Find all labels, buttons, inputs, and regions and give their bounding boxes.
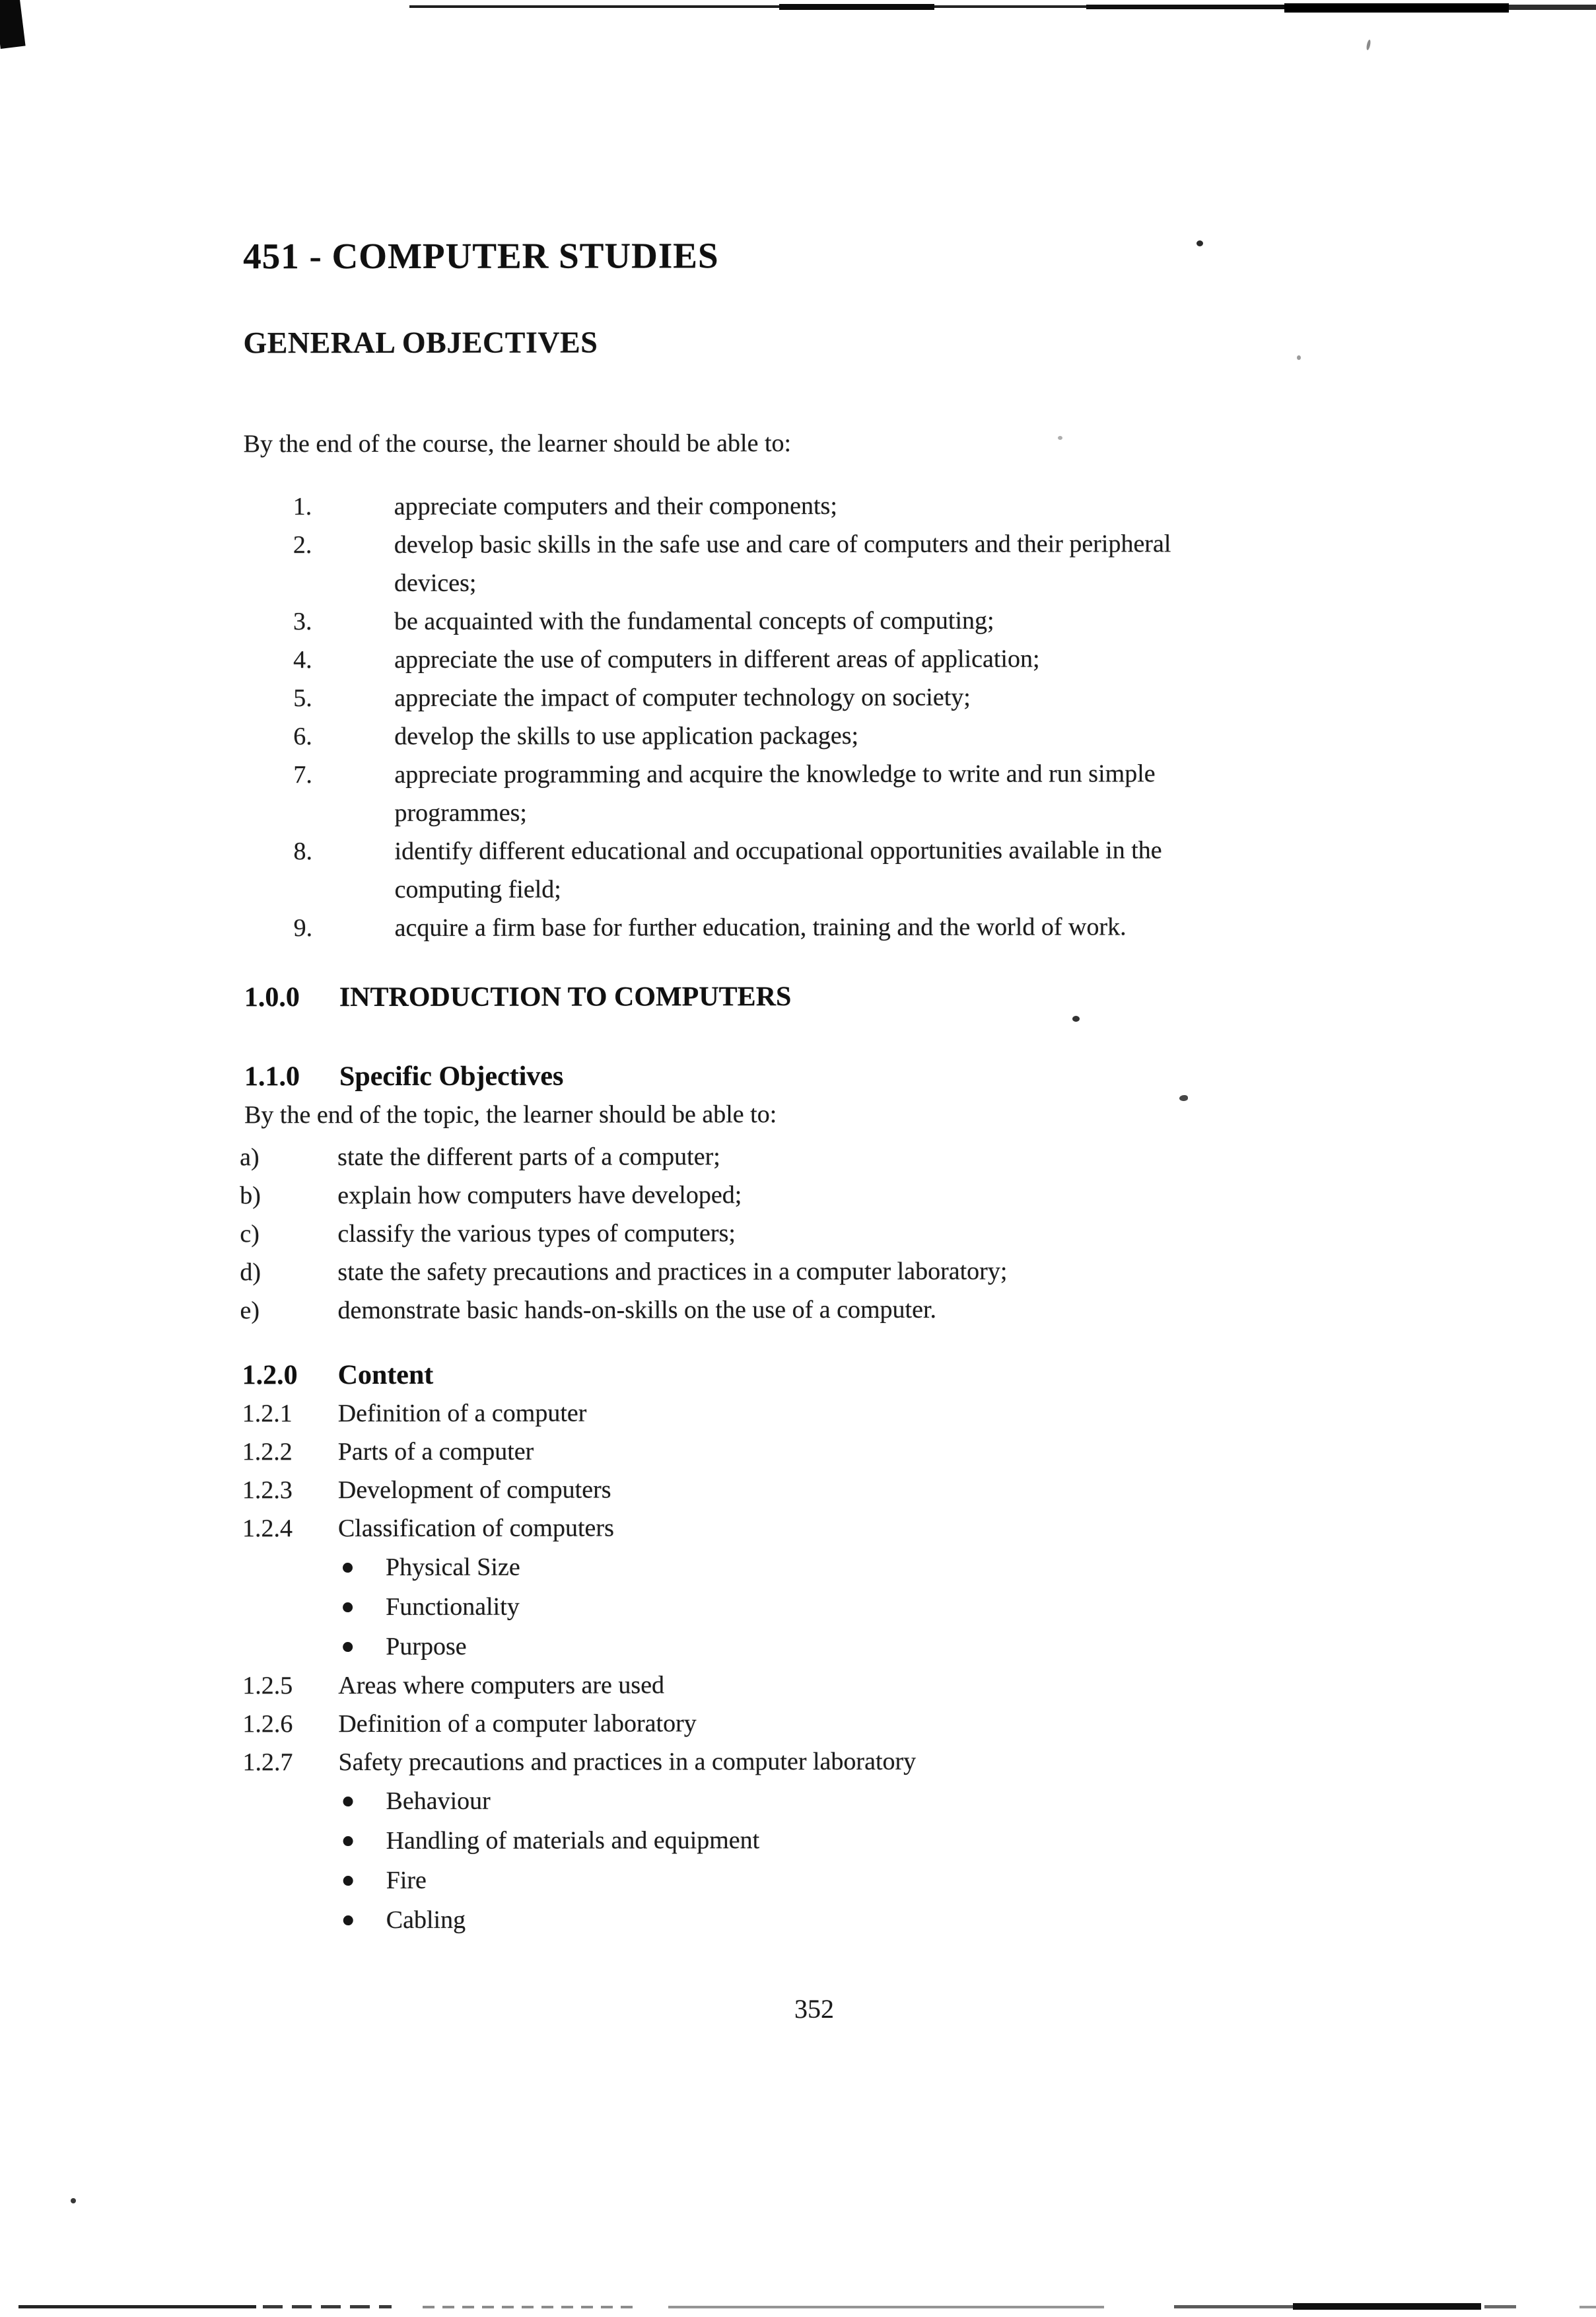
- content-topic-text: Definition of a computer: [337, 1399, 587, 1428]
- list-item: [244, 831, 1447, 909]
- list-item-letter: b): [240, 1182, 261, 1210]
- content-topic-text: Parts of a computer: [337, 1437, 534, 1466]
- content-topic-number: 1.2.1: [242, 1400, 293, 1428]
- list-item-text: develop the skills to use application packages;: [394, 721, 859, 750]
- list-item: [244, 601, 1447, 641]
- general-objectives-list: [244, 486, 1447, 948]
- list-item: [240, 1290, 1447, 1330]
- scan-bottom-edge-line: [1293, 2303, 1481, 2310]
- list-item: [244, 716, 1447, 756]
- content-topic-row: [242, 1508, 1448, 1548]
- bullet-text: Physical Size: [385, 1553, 520, 1581]
- list-item-text: demonstrate basic hands-on-skills on the use of a computer.: [337, 1295, 937, 1325]
- scan-top-edge-line: [409, 5, 779, 8]
- bullet-icon: [343, 1797, 353, 1806]
- scan-top-edge-line: [934, 5, 1086, 8]
- general-objectives-heading: GENERAL OBJECTIVES: [243, 325, 598, 360]
- list-item-letter: e): [240, 1297, 260, 1325]
- content-topic-text: Classification of computers: [337, 1514, 614, 1543]
- list-item-letter: c): [240, 1220, 260, 1248]
- list-item-text: develop basic skills in the safe use and care of computers and their peripheral devices;: [394, 530, 1171, 597]
- content-topic-text: Areas where computers are used: [338, 1671, 665, 1700]
- scan-bottom-edge-line: [1579, 2306, 1596, 2308]
- content-topic-number: 1.2.5: [242, 1672, 293, 1700]
- bullet-item: [246, 1820, 1449, 1861]
- content-topics-list: [242, 1393, 1449, 1941]
- list-item: [240, 1252, 1447, 1292]
- list-item-text: appreciate the use of computers in different areas of application;: [394, 645, 1040, 674]
- content-topic-row: [242, 1665, 1448, 1705]
- list-item-text: explain how computers have developed;: [337, 1181, 742, 1210]
- content-topic-number: 1.2.6: [242, 1710, 293, 1738]
- content-topic: [242, 1393, 1448, 1433]
- bullet-text: Behaviour: [386, 1787, 491, 1815]
- bullet-icon: [343, 1876, 353, 1886]
- list-item-text: classify the various types of computers;: [337, 1219, 736, 1248]
- bullet-icon: [343, 1836, 353, 1846]
- subsection-number: 1.1.0: [244, 1061, 300, 1092]
- content-topic: [242, 1508, 1448, 1667]
- list-item: [244, 639, 1447, 680]
- list-item-number: 1.: [293, 493, 312, 521]
- scan-speck: [71, 2198, 76, 2203]
- list-item: [240, 1213, 1447, 1254]
- bullet-text: Purpose: [386, 1632, 467, 1660]
- subsection-heading-content: [242, 1355, 1448, 1395]
- list-item-text: state the safety precautions and practices in a computer laboratory;: [337, 1257, 1008, 1287]
- list-item-number: 6.: [293, 723, 312, 751]
- list-item-text: be acquainted with the fundamental concepts of computing;: [394, 606, 994, 635]
- list-item: [244, 486, 1447, 526]
- list-item: [240, 1175, 1447, 1215]
- list-item-number: 8.: [293, 838, 313, 866]
- scan-bottom-edge-line: [18, 2305, 256, 2308]
- content-topic-bullets: [245, 1780, 1448, 1941]
- bullet-text: Fire: [386, 1866, 427, 1894]
- scan-top-edge-line: [1509, 5, 1596, 10]
- content-topic: [242, 1742, 1448, 1941]
- list-item-number: 7.: [293, 761, 312, 789]
- list-item-text: appreciate programming and acquire the knowledge to write and run simple programmes;: [394, 760, 1156, 827]
- subsection-number: 1.2.0: [242, 1360, 298, 1391]
- list-item: [244, 754, 1447, 833]
- content-topic-number: 1.2.2: [242, 1438, 293, 1466]
- list-item: [240, 1137, 1447, 1177]
- content-topic: [242, 1431, 1448, 1472]
- document-body: [240, 232, 1449, 1941]
- content-topic-bullets: [245, 1546, 1448, 1667]
- bullet-text: Handling of materials and equipment: [386, 1826, 760, 1855]
- list-item-number: 3.: [293, 608, 312, 636]
- section-heading-introduction-to-computers: [244, 977, 1447, 1017]
- scan-bottom-edge-line: [263, 2305, 392, 2308]
- list-item-letter: d): [240, 1258, 261, 1287]
- content-topic-number: 1.2.3: [242, 1476, 293, 1505]
- scan-corner-mark: [0, 0, 26, 49]
- bullet-icon: [343, 1602, 353, 1612]
- list-item: [244, 678, 1447, 718]
- content-topic: [242, 1703, 1448, 1744]
- content-topic: [242, 1665, 1448, 1705]
- list-item-number: 5.: [293, 684, 312, 713]
- content-topic-row: [242, 1431, 1448, 1472]
- bullet-icon: [343, 1915, 353, 1925]
- list-item: [244, 908, 1447, 948]
- section-title: INTRODUCTION TO COMPUTERS: [339, 981, 792, 1013]
- scan-bottom-edge-line: [423, 2306, 633, 2308]
- scan-top-edge-line: [779, 4, 934, 10]
- specific-objectives-intro: By the end of the topic, the learner should be able to:: [244, 1100, 777, 1129]
- content-topic: [242, 1470, 1448, 1510]
- list-item-letter: a): [240, 1143, 260, 1172]
- page-title: 451 - COMPUTER STUDIES: [243, 235, 719, 277]
- subsection-heading-specific-objectives: [244, 1056, 1447, 1096]
- scan-top-edge-line: [1086, 5, 1284, 9]
- scan-bottom-edge-line: [1484, 2305, 1516, 2308]
- scan-speck: [1366, 40, 1371, 51]
- list-item: [244, 524, 1447, 603]
- list-item-text: acquire a firm base for further education, training and the world of work.: [394, 913, 1127, 942]
- list-item-number: 4.: [293, 646, 312, 674]
- bullet-item: [246, 1859, 1449, 1901]
- content-topic-row: [242, 1742, 1448, 1782]
- content-topic-row: [242, 1703, 1448, 1744]
- content-topic-row: [242, 1393, 1448, 1433]
- scan-bottom-edge-line: [1174, 2305, 1293, 2308]
- bullet-text: Cabling: [386, 1906, 466, 1934]
- list-item-number: 2.: [293, 531, 312, 559]
- content-topic-number: 1.2.7: [242, 1748, 293, 1777]
- list-item-text: appreciate computers and their components;: [394, 492, 837, 520]
- content-topic-text: Definition of a computer laboratory: [338, 1709, 697, 1738]
- bullet-item: [245, 1780, 1448, 1822]
- list-item-text: appreciate the impact of computer technology on society;: [394, 683, 971, 712]
- list-item-number: 9.: [293, 914, 313, 943]
- subsection-title: Specific Objectives: [339, 1061, 564, 1092]
- bullet-text: Functionality: [386, 1592, 520, 1621]
- scan-bottom-edge-line: [668, 2306, 1104, 2308]
- list-item-text: state the different parts of a computer;: [337, 1143, 720, 1172]
- bullet-item: [246, 1899, 1449, 1941]
- list-item-text: identify different educational and occupational opportunities available in the computing field;: [394, 836, 1162, 904]
- bullet-item: [245, 1546, 1448, 1588]
- scan-top-edge-line: [1284, 3, 1509, 13]
- bullet-icon: [343, 1642, 353, 1652]
- subsection-title: Content: [337, 1359, 434, 1391]
- general-objectives-intro: By the end of the course, the learner should be able to:: [243, 429, 792, 458]
- content-topic-text: Safety precautions and practices in a computer laboratory: [338, 1747, 917, 1777]
- section-number: 1.0.0: [244, 982, 300, 1013]
- page-number: 352: [794, 1994, 834, 2024]
- specific-objectives-list: [240, 1137, 1447, 1330]
- bullet-icon: [343, 1563, 353, 1573]
- bullet-item: [245, 1586, 1448, 1627]
- content-topic-number: 1.2.4: [242, 1515, 293, 1543]
- bullet-item: [245, 1625, 1448, 1667]
- content-topic-text: Development of computers: [337, 1476, 611, 1505]
- content-topic-row: [242, 1470, 1448, 1510]
